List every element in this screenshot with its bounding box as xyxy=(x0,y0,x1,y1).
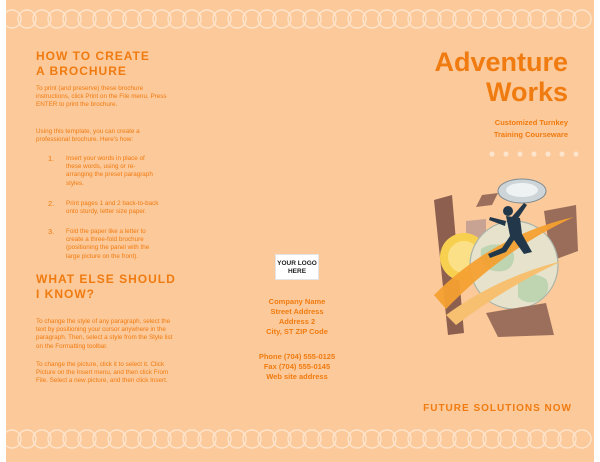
text-line: Fold the paper like a letter to xyxy=(66,228,146,235)
tagline: FUTURE SOLUTIONS NOW xyxy=(423,403,572,414)
text-line: these words, using or re- xyxy=(66,163,136,171)
city-state-zip: City, ST ZIP Code xyxy=(266,327,328,336)
logo-placeholder[interactable] xyxy=(275,254,319,280)
subtitle-line: Customized Turnkey xyxy=(494,118,568,127)
title-line: Adventure xyxy=(434,47,568,77)
text-line: To change the picture, click it to select it. Click xyxy=(36,361,165,368)
brochure-title xyxy=(378,47,568,107)
step-text xyxy=(66,155,181,188)
text-line: To change the style of any paragraph, select the xyxy=(36,318,171,325)
address-line-2: Address 2 xyxy=(278,317,316,326)
band-circle xyxy=(6,10,21,28)
text-line: (positioning the panel with the xyxy=(66,244,150,252)
fax-number: Fax (704) 555-0145 xyxy=(263,362,331,371)
text-line: Print pages 1 and 2 back-to-back xyxy=(66,200,159,207)
step-number: 1. xyxy=(48,154,55,163)
band-circle xyxy=(6,430,21,448)
text-line: text by positioning your cursor anywhere in the xyxy=(36,326,166,334)
logo-text: YOUR LOGO xyxy=(277,260,317,267)
title-line: Works xyxy=(485,77,568,107)
text-line: File. Select a new picture, and then click Insert. xyxy=(36,377,168,385)
company-address xyxy=(228,297,366,337)
step-number: 3. xyxy=(48,227,55,236)
text-line: on the Formatting toolbar. xyxy=(36,342,108,350)
website-address[interactable]: Web site address xyxy=(266,372,328,381)
dot-divider-icon xyxy=(488,150,588,158)
picture-instructions xyxy=(36,361,201,386)
step-text xyxy=(66,200,181,216)
text-line: To print (and preserve) these brochure xyxy=(36,85,144,92)
text-line: arranging the preset paragraph xyxy=(66,171,153,179)
template-intro xyxy=(36,128,201,144)
step-text xyxy=(66,228,181,261)
contact-panel xyxy=(228,0,398,462)
bottom-circle-band xyxy=(6,428,594,450)
text-line: Insert your words in place of xyxy=(66,155,145,162)
instructions-panel xyxy=(36,0,211,462)
step-number: 2. xyxy=(48,199,55,208)
text-line: styles. xyxy=(66,179,84,187)
text-line: create a three-fold brochure xyxy=(66,236,144,244)
street-address: Street Address xyxy=(270,307,324,316)
brochure-subtitle xyxy=(418,117,568,141)
text-line: ENTER to print the brochure. xyxy=(36,101,118,109)
heading-line: I KNOW? xyxy=(36,287,95,301)
text-line: professional brochure. Here's how: xyxy=(36,136,134,144)
brochure-page xyxy=(6,0,594,462)
cover-panel xyxy=(408,0,588,462)
heading-what-else xyxy=(36,272,211,302)
adventure-globe-icon[interactable] xyxy=(426,165,586,340)
print-instructions xyxy=(36,85,201,110)
logo-text: HERE xyxy=(287,268,307,275)
style-instructions xyxy=(36,318,201,351)
heading-line: A BROCHURE xyxy=(36,64,127,78)
company-name: Company Name xyxy=(268,297,326,306)
text-line: Picture on the Insert menu, and then click From xyxy=(36,369,169,377)
heading-line: WHAT ELSE SHOULD xyxy=(36,272,176,286)
text-line: onto sturdy, letter size paper. xyxy=(66,208,147,216)
text-line: paragraph. Then, select a style from the Style list xyxy=(36,334,173,342)
heading-how-to-create xyxy=(36,49,211,79)
phone-number: Phone (704) 555-0125 xyxy=(258,352,336,361)
text-line: Using this template, you can create a xyxy=(36,128,140,135)
company-contact xyxy=(228,352,366,382)
text-line: large picture on the front). xyxy=(66,252,139,260)
subtitle-line: Training Courseware xyxy=(493,130,568,139)
text-line: instructions, click Print on the File menu. Press xyxy=(36,93,167,101)
heading-line: HOW TO CREATE xyxy=(36,49,150,63)
